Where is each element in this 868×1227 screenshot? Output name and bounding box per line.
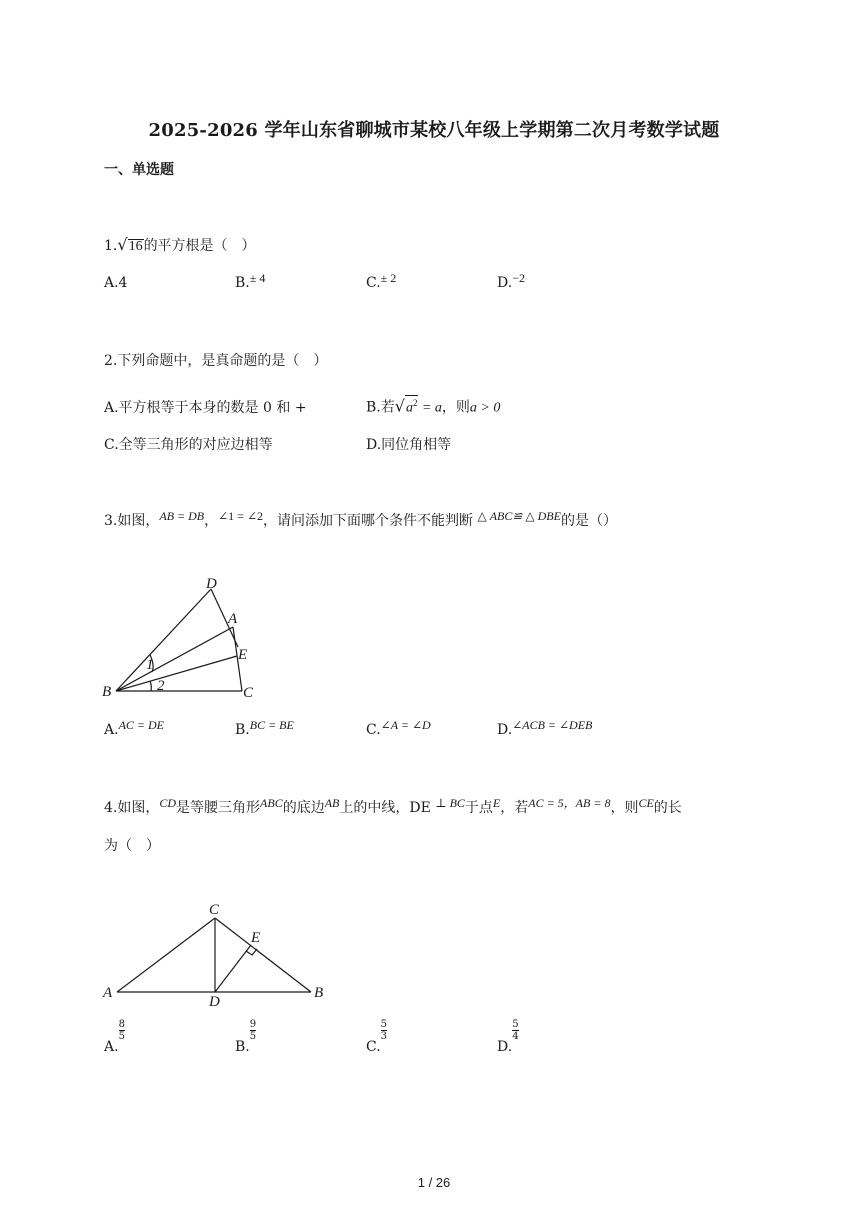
sqrt-symbol: √	[117, 235, 128, 254]
label-e: E	[251, 930, 261, 946]
question-4-stem: 4.如图，CD是等腰三角形ABC的底边AB上的中线，DE ⊥ BC于点E，若AC = 5，AB = 8，则CE的长	[104, 796, 682, 816]
label-c: C	[209, 902, 220, 918]
label-d: D	[206, 576, 217, 592]
q2-option-b: B.若$√a^2 = a$，则a > 0	[366, 396, 501, 416]
q2-option-c: C.全等三角形的对应边相等	[104, 437, 273, 453]
q4-option-b: B. $\frac{9}{5}$	[235, 1019, 257, 1055]
label-b: B	[102, 684, 112, 700]
question-4-stem-line2: 为（ ）	[104, 838, 160, 854]
q4-option-a: A. $\frac{8}{5}$	[104, 1019, 125, 1055]
label-a: A	[103, 985, 113, 1001]
segment-ba	[116, 627, 233, 691]
segment-bd	[116, 589, 211, 691]
q3-option-a: A.AC = DE	[104, 718, 164, 738]
q4-option-d: D. $\frac{5}{4}$	[497, 1019, 519, 1055]
q1-number: 1.	[104, 238, 118, 254]
triangle-figure-q3	[100, 575, 270, 705]
q2-option-d: D.同位角相等	[366, 437, 452, 453]
label-b: B	[314, 985, 324, 1001]
segment-de	[215, 945, 251, 992]
section-heading: 一、单选题	[104, 162, 174, 178]
q4-option-c: C. $\frac{5}{3}$	[366, 1019, 388, 1055]
triangle-figure-q4	[100, 898, 340, 1013]
q1-option-b: B.± 4	[235, 271, 266, 291]
q1-option-b-value: ± 4	[249, 271, 266, 285]
q1-text: 的平方根是（ ）	[143, 238, 256, 254]
q1-option-d: D.−2	[497, 271, 525, 291]
q2-option-a: A.平方根等于本身的数是 0 和 +	[104, 400, 307, 416]
q3-option-c: C.∠A = ∠D	[366, 718, 431, 738]
sqrt-symbol: √	[394, 396, 405, 416]
question-1-stem	[104, 235, 256, 255]
segment-cb	[215, 918, 311, 992]
label-e: E	[238, 647, 248, 663]
q1-option-a: A.4	[104, 275, 128, 291]
q1-option-d-value: −2	[512, 271, 525, 285]
label-angle-1: 1	[146, 657, 154, 673]
page-title: 2025-2026 学年山东省聊城市某校八年级上学期第二次月考数学试题	[148, 120, 720, 141]
segment-ac	[117, 918, 215, 992]
q1-option-c: C.± 2	[366, 271, 397, 291]
label-a: A	[228, 611, 238, 627]
q1-option-c-value: ± 2	[380, 271, 397, 285]
angle-arc-2	[150, 681, 151, 691]
question-3-stem: 3.如图，AB = DB，∠1 = ∠2，请问添加下面哪个条件不能判断 △ ABC≌ △ DBE的是（）	[104, 509, 617, 529]
q3-option-d: D.∠ACB = ∠DEB	[497, 718, 593, 738]
segment-be	[116, 656, 237, 691]
question-2-stem: 2.下列命题中，是真命题的是（ ）	[104, 353, 328, 369]
label-d: D	[209, 994, 220, 1010]
page-number: 1 / 26	[417, 1175, 451, 1190]
label-c: C	[243, 685, 254, 701]
label-angle-2: 2	[157, 678, 165, 694]
q3-option-b: B.BC = BE	[235, 718, 294, 738]
q1-radicand: 16	[128, 239, 143, 254]
